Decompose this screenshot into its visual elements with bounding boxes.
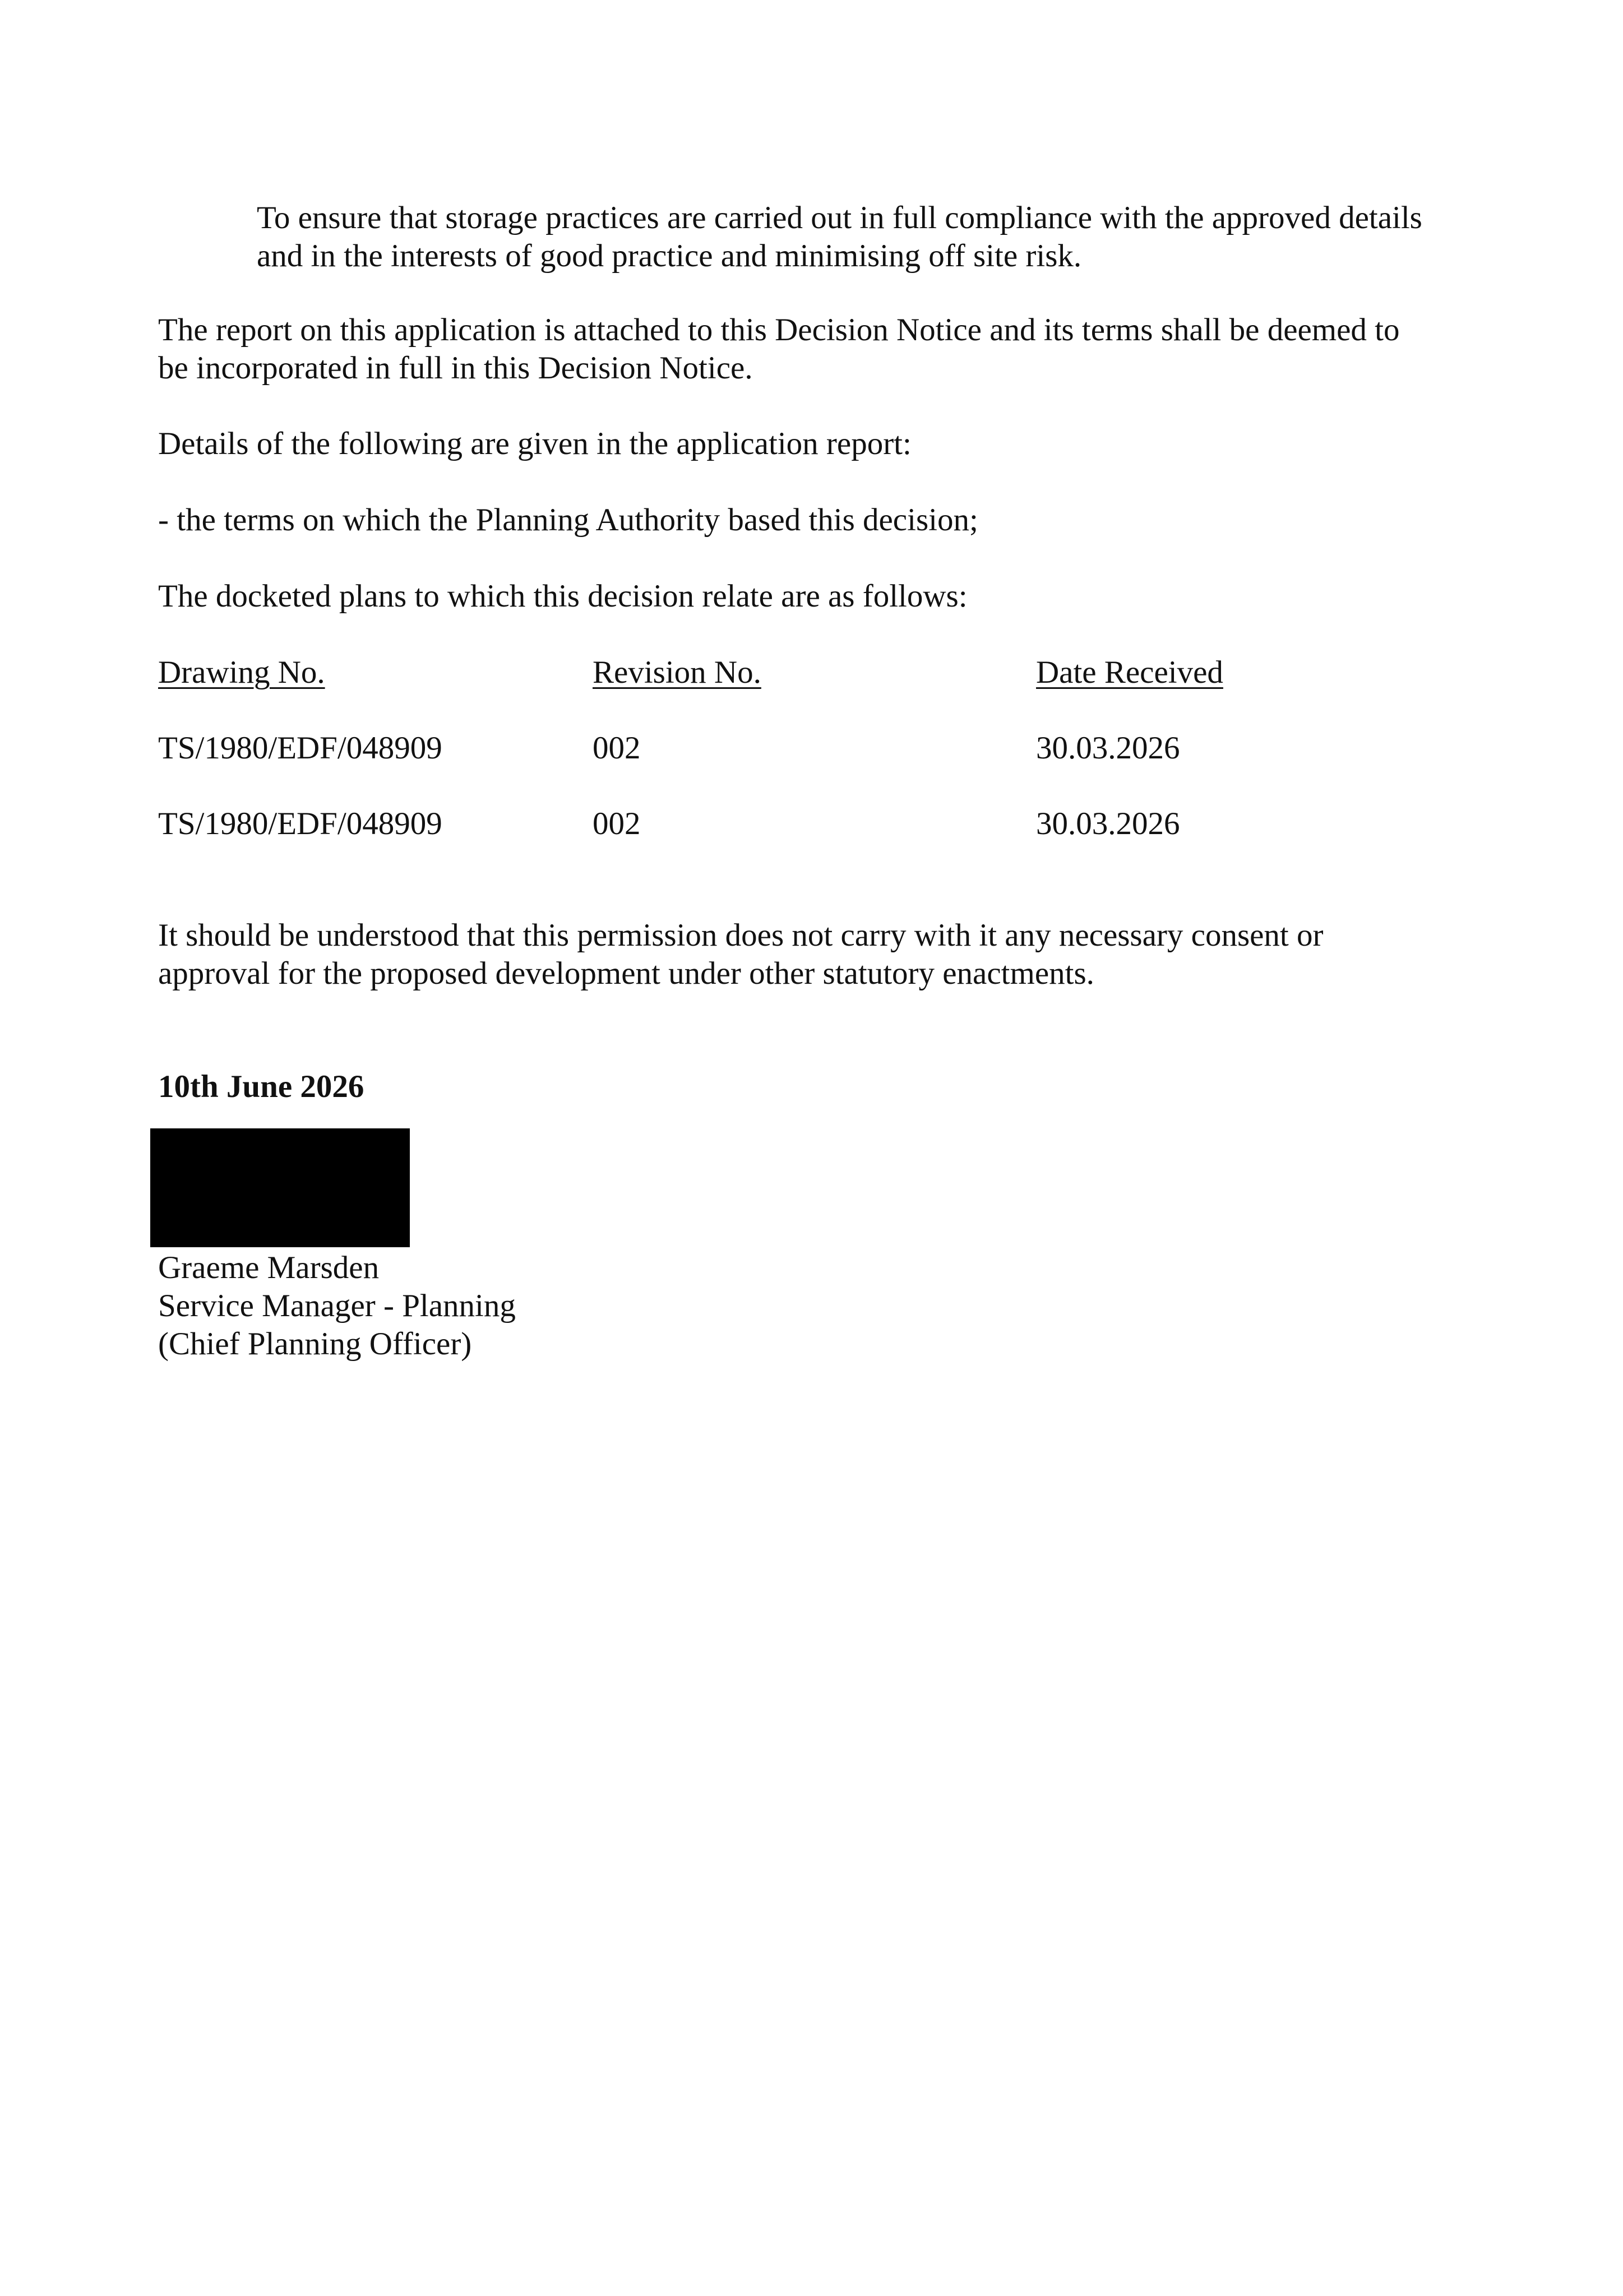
understood-line-2: approval for the proposed development under other statutory enactments. — [158, 956, 1094, 991]
table-row-1-revision: 002 — [593, 730, 641, 766]
table-row-2-revision: 002 — [593, 806, 641, 841]
signatory-name: Graeme Marsden — [158, 1250, 380, 1285]
terms-paragraph: - the terms on which the Planning Authority based this decision; — [158, 502, 978, 538]
reason-line-2: and in the interests of good practice and minimising off site risk. — [257, 238, 1082, 274]
reason-paragraph — [257, 199, 1422, 275]
header-drawing-no: Drawing No. — [158, 655, 325, 690]
table-row-2-drawing: TS/1980/EDF/048909 — [158, 806, 442, 841]
understood-line-1: It should be understood that this permission does not carry with it any necessary consent or — [158, 918, 1324, 953]
reason-line-1: To ensure that storage practices are carried out in full compliance with the approved details — [257, 200, 1422, 235]
table-row-2-date: 30.03.2026 — [1036, 806, 1180, 841]
details-paragraph: Details of the following are given in the application report: — [158, 426, 912, 461]
understood-paragraph — [158, 916, 1324, 993]
header-date-received: Date Received — [1036, 655, 1223, 690]
table-row-1-date: 30.03.2026 — [1036, 730, 1180, 766]
report-paragraph — [158, 311, 1400, 387]
signatory-title: (Chief Planning Officer) — [158, 1326, 472, 1362]
docketed-paragraph: The docketed plans to which this decision relate are as follows: — [158, 578, 968, 614]
report-line-1: The report on this application is attached to this Decision Notice and its terms shall be deemed to — [158, 312, 1400, 348]
table-row-1-drawing: TS/1980/EDF/048909 — [158, 730, 442, 766]
signatory-role: Service Manager - Planning — [158, 1288, 516, 1323]
decision-date: 10th June 2026 — [158, 1069, 364, 1104]
header-revision-no: Revision No. — [593, 655, 761, 690]
report-line-2: be incorporated in full in this Decision Notice. — [158, 350, 753, 386]
redacted-signature — [150, 1128, 410, 1247]
